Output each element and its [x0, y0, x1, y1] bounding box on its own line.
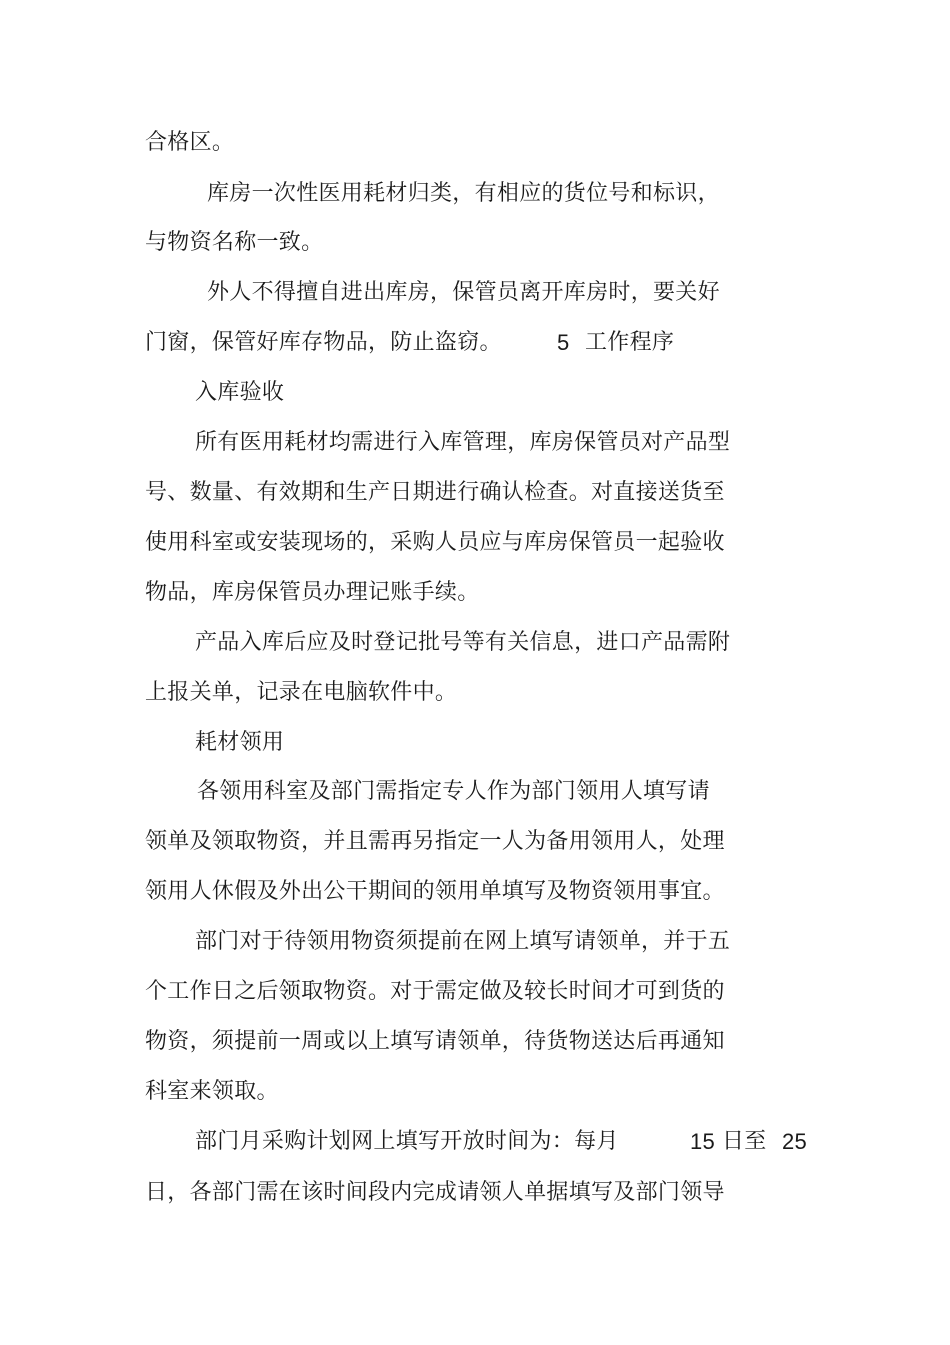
text-line — [145, 1029, 725, 1055]
text-line — [145, 480, 725, 506]
text-line — [207, 181, 720, 207]
text-line — [145, 130, 234, 156]
text-segment: 物品，库房保管员办理记账手续。 — [145, 580, 480, 605]
section-title: 工作程序 — [585, 330, 675, 355]
text-line — [145, 1079, 279, 1105]
date-end-number: 25 — [782, 1129, 808, 1154]
text-segment: 各领用科室及部门需指定专人作为部门领用人填写请 — [197, 779, 710, 804]
date-start-number: 15 — [690, 1129, 716, 1154]
text-segment: 耗材领用 — [195, 730, 285, 755]
text-segment: 部门对于待领用物资须提前在网上填写请领单，并于五 — [195, 929, 731, 954]
text-segment: 与物资名称一致。 — [145, 230, 324, 255]
text-segment: 门窗，保管好库存物品，防止盗窃。 — [145, 330, 502, 355]
text-segment: 上报关单，记录在电脑软件中。 — [145, 680, 458, 705]
text-line — [145, 879, 725, 905]
text-line — [197, 779, 710, 805]
text-segment: 外人不得擅自进出库房，保管员离开库房时，要关好 — [207, 280, 720, 305]
text-line — [195, 929, 730, 955]
text-segment: 所有医用耗材均需进行入库管理，库房保管员对产品型 — [195, 430, 731, 455]
text-line — [145, 829, 725, 855]
text-segment: 个工作日之后领取物资。对于需定做及较长时间才可到货的 — [145, 979, 725, 1004]
text-line — [195, 430, 730, 456]
text-segment: 日，各部门需在该时间段内完成请领人单据填写及部门领导 — [145, 1180, 725, 1205]
text-segment: 领用人休假及外出公干期间的领用单填写及物资领用事宜。 — [145, 879, 725, 904]
text-line — [195, 630, 730, 656]
subsection-heading — [195, 380, 284, 406]
text-segment: 合格区。 — [145, 130, 235, 155]
text-segment: 号、数量、有效期和生产日期进行确认检查。对直接送货至 — [145, 480, 725, 505]
text-line — [145, 530, 725, 556]
text-segment: 使用科室或安装现场的，采购人员应与库房保管员一起验收 — [145, 530, 725, 555]
text-line — [145, 580, 480, 606]
subsection-heading — [195, 730, 284, 756]
text-line — [145, 230, 323, 256]
section-number: 5 — [557, 330, 570, 355]
text-segment: 部门月采购计划网上填写开放时间为：每月 — [195, 1129, 619, 1154]
text-segment: 产品入库后应及时登记批号等有关信息，进口产品需附 — [195, 630, 731, 655]
text-line — [145, 330, 675, 356]
text-line — [195, 1129, 808, 1155]
text-segment: 库房一次性医用耗材归类，有相应的货位号和标识， — [207, 181, 720, 206]
text-segment: 入库验收 — [195, 380, 285, 405]
text-line — [145, 680, 457, 706]
text-line — [207, 280, 720, 306]
text-line — [145, 1180, 725, 1206]
text-line — [145, 979, 725, 1005]
text-segment: 科室来领取。 — [145, 1079, 279, 1104]
text-segment: 物资，须提前一周或以上填写请领单，待货物送达后再通知 — [145, 1029, 725, 1054]
text-segment: 领单及领取物资，并且需再另指定一人为备用领用人，处理 — [145, 829, 725, 854]
text-segment: 日至 — [722, 1129, 767, 1154]
